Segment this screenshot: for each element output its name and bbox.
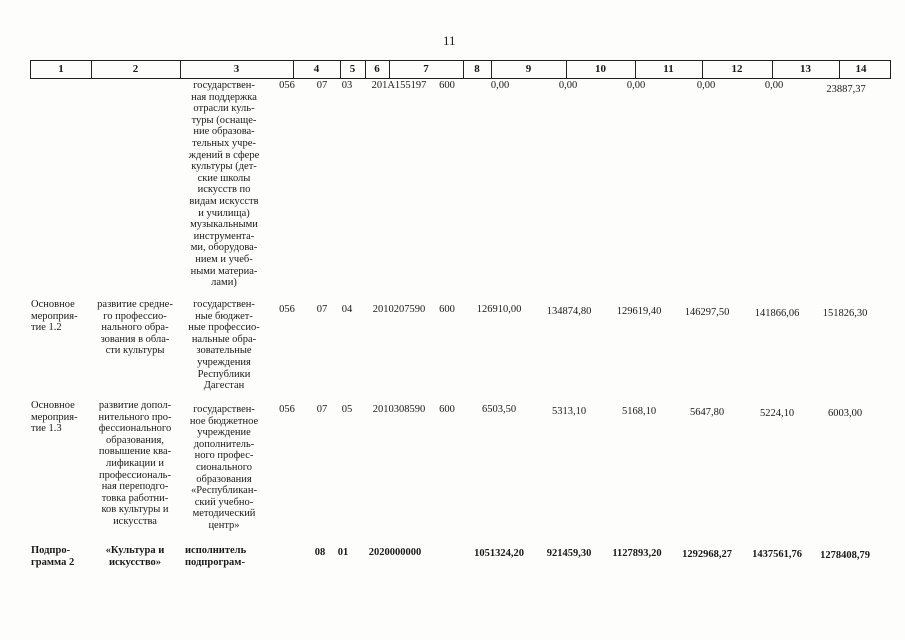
row3-col7: 2020000000 [368, 547, 422, 558]
row0-col13: 0,00 [764, 80, 784, 91]
row2-col11: 5168,10 [621, 406, 657, 417]
row2-col6: 05 [341, 404, 353, 415]
row1-col5: 07 [316, 304, 328, 315]
row3-col11: 1127893,20 [612, 548, 662, 559]
row1-description: государствен- ные бюджет- ные профессио- нальные обра- зовательные учреждения Республики Дагестан [188, 299, 260, 392]
row2-col5: 07 [316, 404, 328, 415]
row3-col10: 921459,30 [546, 548, 592, 559]
row0-col7: 201A155197 [371, 80, 427, 91]
header-col-8: 8 [463, 61, 492, 78]
row1-title: развитие средне- го профессио- нального обра- зования в обла- сти культуры [97, 299, 173, 357]
row3-col14: 1278408,79 [820, 550, 870, 561]
row3-col9: 1051324,20 [474, 548, 524, 559]
row0-description: государствен- ная поддержка отрасли куль- туры (оснаще- ние образова- тельных учре- ждений в сфере культуры (дет- ские школы искусств по видам искусств и училища) музыкальными инструмента- ми, оборудова- нием и учеб- ными материа- лами) [188, 80, 260, 289]
header-col-9: 9 [491, 61, 567, 78]
row0-col5: 07 [316, 80, 328, 91]
row1-col9: 126910,00 [476, 304, 522, 315]
row3-activity: Подпро- грамма 2 [31, 545, 75, 568]
row3-description: исполнитель подпрограм- [185, 545, 247, 568]
header-col-14-frame [838, 60, 891, 79]
header-col-14: 14 [855, 63, 867, 75]
row0-col11: 0,00 [626, 80, 646, 91]
row1-col10: 134874,80 [546, 306, 592, 317]
row3-title: «Культура и искусство» [105, 545, 165, 568]
row0-col4: 056 [279, 80, 295, 91]
row2-title: развитие допол- нительного про- фессионального образования, повышение ква- лификации и профессиональ- ная переподго- товка работни- ков культуры и искусства [98, 400, 172, 527]
header-col-6: 6 [365, 61, 390, 78]
header-col-1: 1 [31, 61, 92, 78]
row0-col9: 0,00 [490, 80, 510, 91]
row2-col13: 5224,10 [759, 408, 795, 419]
header-col-5: 5 [340, 61, 366, 78]
row0-col12: 0,00 [696, 80, 716, 91]
row2-description: государствен- ное бюджетное учреждение дополнитель- ного профес- сионального образования «Республикан- ский учебно- методический центр» [189, 404, 259, 531]
row1-col14: 151826,30 [822, 308, 868, 319]
header-col-4: 4 [293, 61, 341, 78]
row3-col12: 1292968,27 [682, 549, 732, 560]
row2-col9: 6503,50 [481, 404, 517, 415]
header-col-12: 12 [702, 61, 773, 78]
row0-col14: 23887,37 [826, 84, 866, 95]
row0-col6: 03 [341, 80, 353, 91]
row1-col7: 2010207590 [372, 304, 426, 315]
row1-col11: 129619,40 [616, 306, 662, 317]
row1-col13: 141866,06 [754, 308, 800, 319]
header-col-3: 3 [180, 61, 294, 78]
row2-activity: Основное мероприя- тие 1.3 [31, 400, 78, 435]
header-col-7: 7 [389, 61, 464, 78]
row1-activity: Основное мероприя- тие 1.2 [31, 299, 78, 334]
row0-col10: 0,00 [558, 80, 578, 91]
header-col-13: 13 [772, 61, 840, 78]
table-header [30, 60, 883, 79]
header-col-11: 11 [635, 61, 703, 78]
row1-col12: 146297,50 [684, 307, 730, 318]
row2-col8: 600 [439, 404, 455, 415]
header-col-10: 10 [566, 61, 636, 78]
row0-col8: 600 [439, 80, 455, 91]
page-number: 11 [443, 33, 456, 48]
row3-col5: 08 [314, 547, 326, 558]
row1-col8: 600 [439, 304, 455, 315]
row3-col6: 01 [337, 547, 349, 558]
row2-col4: 056 [279, 404, 295, 415]
row2-col14: 6003,00 [827, 408, 863, 419]
row3-col13: 1437561,76 [752, 549, 802, 560]
row2-col12: 5647,80 [689, 407, 725, 418]
row2-col7: 2010308590 [372, 404, 426, 415]
row2-col10: 5313,10 [551, 406, 587, 417]
header-col-2: 2 [91, 61, 181, 78]
row1-col4: 056 [279, 304, 295, 315]
row1-col6: 04 [341, 304, 353, 315]
